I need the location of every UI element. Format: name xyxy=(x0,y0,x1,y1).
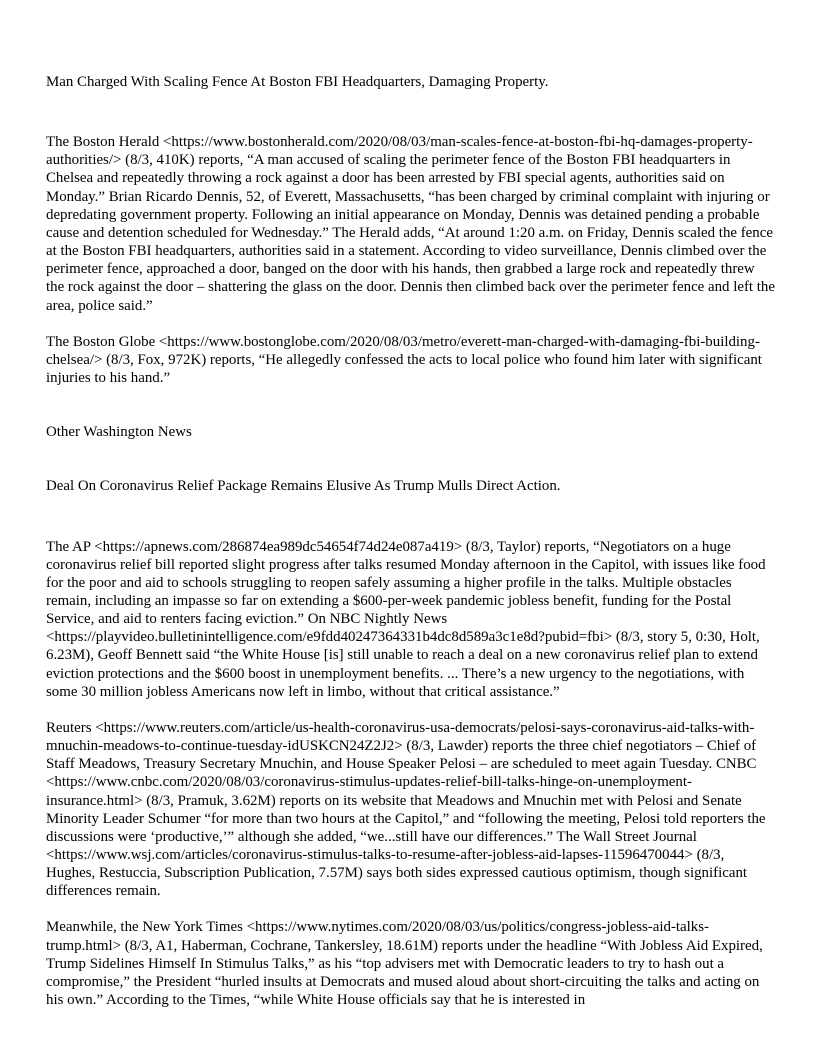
story-paragraph: Reuters <https://www.reuters.com/article/us-health-coronavirus-usa-democrats/pelosi-says-coronavirus-aid-talks-with-mnuchin-meadows-to-continue-tuesday-idUSKCN24Z2J2> (8/3, Lawder) reports the three chief negotiators – Chief of Staff Meadows, Treasury Secretary Mnuchin, and House Speaker Pelosi – are scheduled to meet again Tuesday. CNBC <https://www.cnbc.com/2020/08/03/coronavirus-stimulus-updates-relief-bill-talks-hinge-on-unemployment-insurance.html> (8/3, Pramuk, 3.62M) reports on its website that Meadows and Mnuchin met with Pelosi and Senate Minority Leader Schumer “for more than two hours at the Capitol,” and “following the meeting, Pelosi told reporters the discussions were ‘productive,’” although she added, “we...still have our differences.” The Wall Street Journal <https://www.wsj.com/articles/coronavirus-stimulus-talks-to-resume-after-jobless-aid-lapses-11596470044> (8/3, Hughes, Restuccia, Subscription Publication, 7.57M) says both sides expressed cautious optimism, though significant differences remain. xyxy=(46,719,766,900)
section-title: Other Washington News xyxy=(46,424,192,441)
story-paragraph: The Boston Globe <https://www.bostonglobe.com/2020/08/03/metro/everett-man-charged-with-damaging-fbi-building-chelsea/> (8/3, Fox, 972K) reports, “He allegedly confessed the acts to local police who found him later with significant injuries to his hand.” xyxy=(46,333,762,387)
story-paragraph: Meanwhile, the New York Times <https://www.nytimes.com/2020/08/03/us/politics/congress-jobless-aid-talks-trump.html> (8/3, A1, Haberman, Cochrane, Tankersley, 18.61M) reports under the headline “With Jobless Aid Expired, Trump Sidelines Himself In Stimulus Talks,” as his “top advisers met with Democratic leaders to try to hash out a compromise,” the President “hurled insults at Democrats and mused aloud about short-circuiting the talks and acting on his own.” According to the Times, “while White House officials say that he is interested in xyxy=(46,919,763,1009)
document-page xyxy=(46,73,776,1027)
story-paragraph: The AP <https://apnews.com/286874ea989dc54654f74d24e087a419> (8/3, Taylor) reports, “Negotiators on a huge coronavirus relief bill reported slight progress after talks resumed Monday afternoon in the Capitol, with issues like food for the poor and aid to schools struggling to reopen safely assuming a higher profile in the talks. Multiple obstacles remain, including an impasse so far on extending a $600-per-week pandemic jobless benefit, funding for the Postal Service, and aid to renters facing eviction.” On NBC Nightly News <https://playvideo.bulletinintelligence.com/e9fdd40247364331b4dc8d589a3c1e8d?pubid=fbi> (8/3, story 5, 0:30, Holt, 6.23M), Geoff Bennett said “the White House [is] still unable to reach a deal on a new coronavirus relief plan to extend eviction protections and the $600 boost in unemployment benefits. ... There’s a new urgency to the negotiations, with some 30 million jobless Americans now left in limbo, without that critical assistance.” xyxy=(46,538,766,700)
story-headline: Man Charged With Scaling Fence At Boston FBI Headquarters, Damaging Property. xyxy=(46,74,549,90)
story-headline: Deal On Coronavirus Relief Package Remains Elusive As Trump Mulls Direct Action. xyxy=(46,478,561,495)
story-paragraph: The Boston Herald <https://www.bostonherald.com/2020/08/03/man-scales-fence-at-boston-fbi-hq-damages-property-authorities/> (8/3, 410K) reports, “A man accused of scaling the perimeter fence of the Boston FBI headquarters in Chelsea and repeatedly throwing a rock against a door has been arrested by FBI special agents, authorities said on Monday.” Brian Ricardo Dennis, 52, of Everett, Massachusetts, “has been charged by criminal complaint with injuring or depredating government property. Following an initial appearance on Monday, Dennis was detained pending a probable cause and detention scheduled for Wednesday.” The Herald adds, “At around 1:20 a.m. on Friday, Dennis scaled the fence at the Boston FBI headquarters, authorities said in a statement. According to video surveillance, Dennis climbed over the perimeter fence, approached a door, banged on the door with his hands, then grabbed a large rock and repeatedly threw the rock against the door – shattering the glass on the door. Dennis then climbed back over the perimeter fence and left the area, police said.” xyxy=(46,134,775,314)
